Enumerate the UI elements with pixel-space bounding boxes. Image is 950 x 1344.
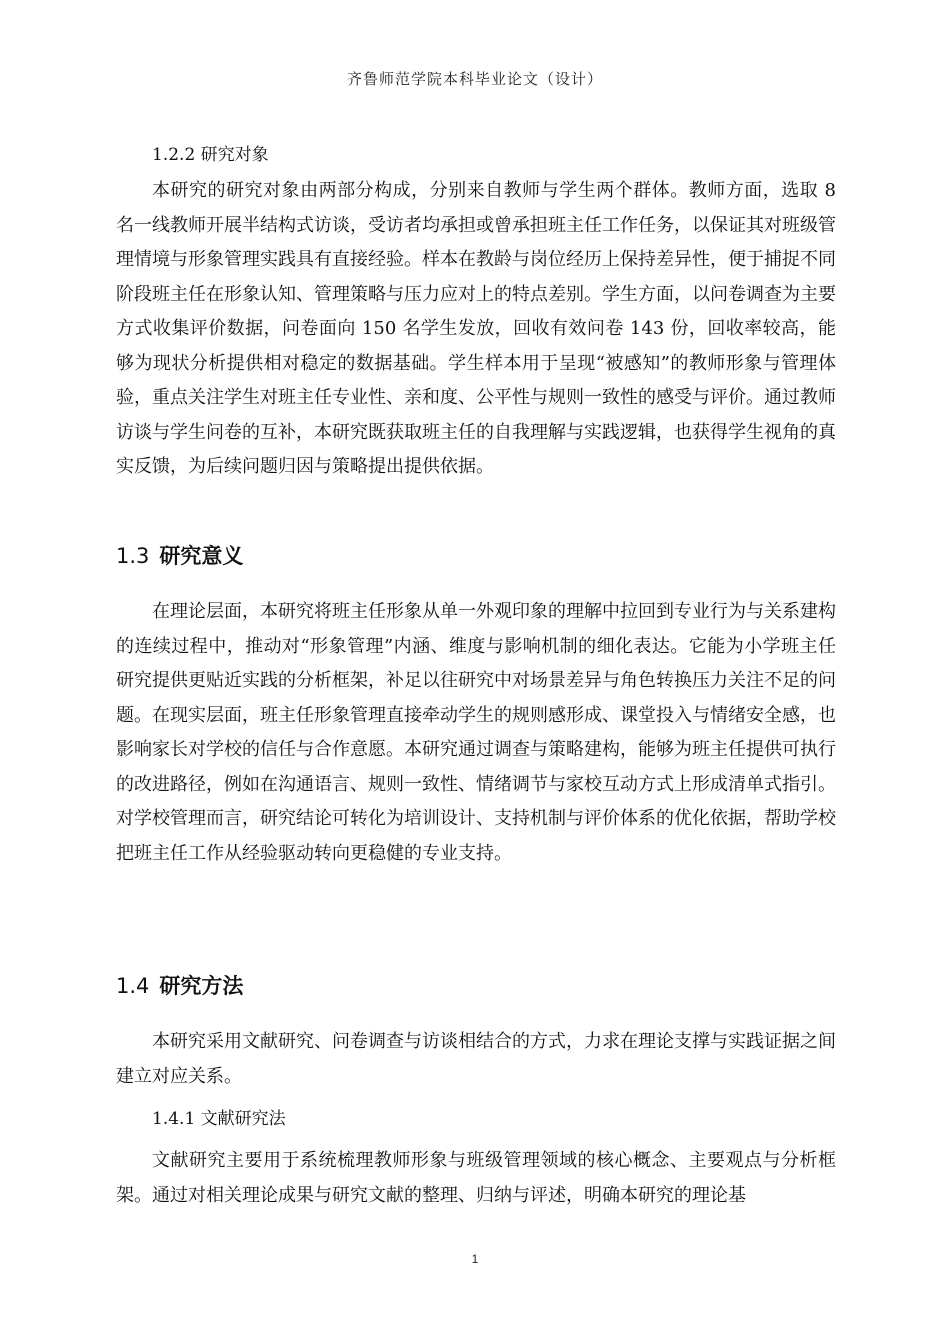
paragraph-literature-method: 文献研究主要用于系统梳理教师形象与班级管理领域的核心概念、主要观点与分析框架。通过对相关理论成果与研究文献的整理、归纳与评述，明确本研究的理论基 (116, 1150, 836, 1206)
subsection-heading-1-4-1: 1.4.1 文献研究法 (152, 1109, 286, 1129)
section-title: 研究意义 (159, 544, 244, 568)
paragraph-research-subjects: 本研究的研究对象由两部分构成，分别来自教师与学生两个群体。教师方面，选取 8 名一线教师开展半结构式访谈，受访者均承担或曾承担班主任工作任务，以保证其对班级管理情境与形象管理实践具有直接经验。样本在教龄与岗位经历上保持差异性，便于捕捉不同阶段班主任在形象认知、管理策略与压力应对上的特点差别。学生方面，以问卷调查为主要方式收集评价数据，问卷面向 150 名学生发放，回收有效问卷 143 份，回收率较高，能够为现状分析提供相对稳定的数据基础。学生样本用于呈现“被感知”的教师形象与管理体验，重点关注学生对班主任专业性、亲和度、公平性与规则一致性的感受与评价。通过教师访谈与学生问卷的互补，本研究既获取班主任的自我理解与实践逻辑，也获得学生视角的真实反馈，为后续问题归因与策略提出提供依据。 (116, 180, 836, 477)
subsection-heading-1-2-2: 1.2.2 研究对象 (152, 145, 269, 165)
section-heading-1-4 (116, 970, 243, 1000)
paragraph-research-significance: 在理论层面，本研究将班主任形象从单一外观印象的理解中拉回到专业行为与关系建构的连续过程中，推动对“形象管理”内涵、维度与影响机制的细化表达。它能为小学班主任研究提供更贴近实践的分析框架，补足以往研究中对场景差异与角色转换压力关注不足的问题。在现实层面，班主任形象管理直接牵动学生的规则感形成、课堂投入与情绪安全感，也影响家长对学校的信任与合作意愿。本研究通过调查与策略建构，能够为班主任提供可执行的改进路径，例如在沟通语言、规则一致性、情绪调节与家校互动方式上形成清单式指引。对学校管理而言，研究结论可转化为培训设计、支持机制与评价体系的优化依据，帮助学校把班主任工作从经验驱动转向更稳健的专业支持。 (116, 601, 836, 864)
section-title: 研究方法 (159, 974, 244, 998)
section-number: 1.4 (116, 974, 150, 998)
paragraph-research-methods: 本研究采用文献研究、问卷调查与访谈相结合的方式，力求在理论支撑与实践证据之间建立对应关系。 (116, 1031, 836, 1087)
page-number: 1 (471, 1252, 479, 1266)
section-heading-1-3 (116, 540, 243, 570)
section-number: 1.3 (116, 544, 150, 568)
running-header: 齐鲁师范学院本科毕业论文（设计） (346, 70, 603, 88)
